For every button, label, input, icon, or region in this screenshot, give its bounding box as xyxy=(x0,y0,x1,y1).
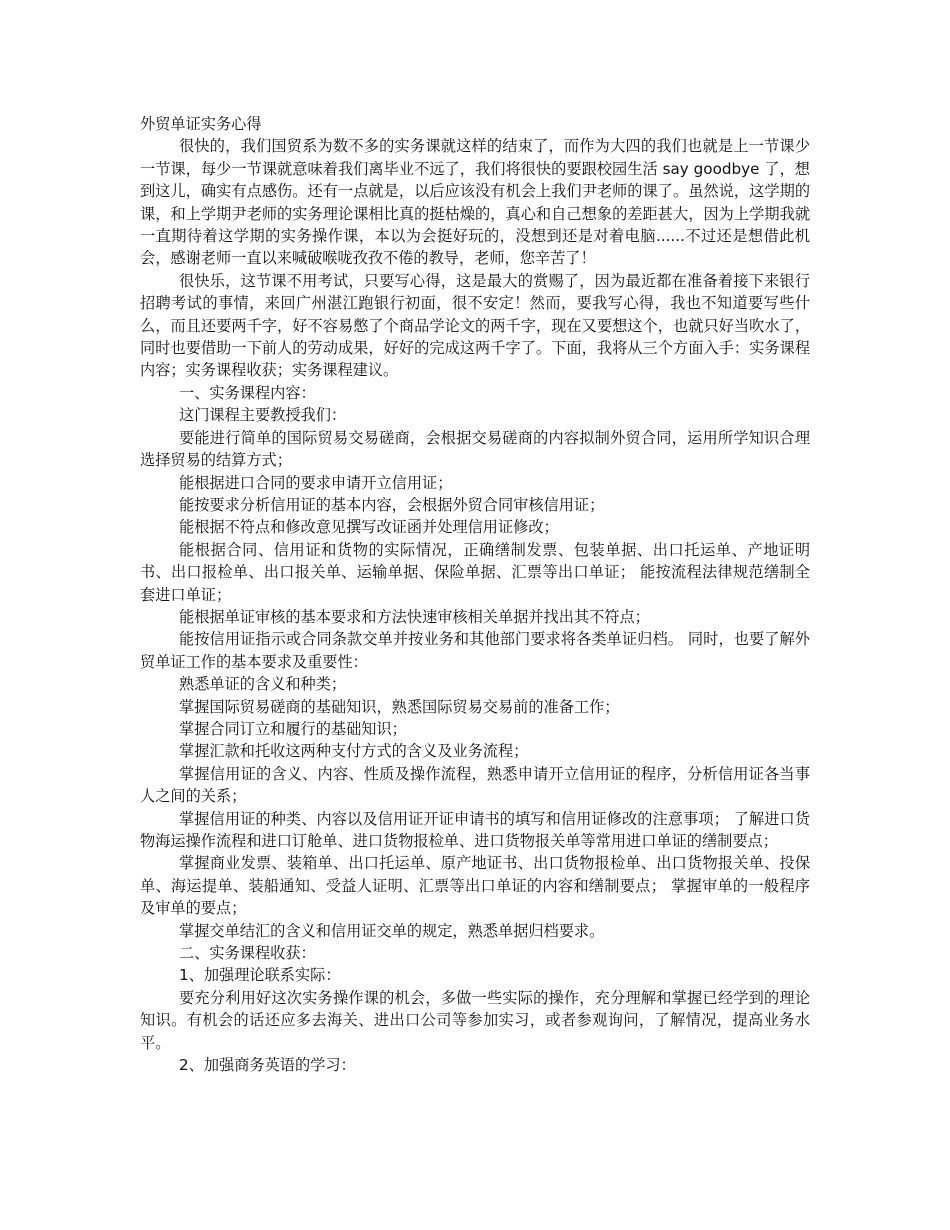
list-item: 掌握汇款和托收这两种支付方式的含义及业务流程； xyxy=(179,742,529,761)
list-item: 能根据进口合同的要求申请开立信用证； xyxy=(179,473,453,492)
list-item: 掌握交单结汇的含义和信用证交单的规定，熟悉单据归档要求。 xyxy=(179,921,605,940)
document-page xyxy=(140,113,810,1076)
list-item: 能根据合同、信用证和货物的实际情况，正确缮制发票、包装单据、出口托运单、产地证明书、出口报检单、出口报关单、运输单据、保险单据、汇票等出口单证； 能按流程法律规范缮制全套进口单证； xyxy=(140,540,810,604)
list-item: 掌握信用证的含义、内容、性质及操作流程，熟悉申请开立信用证的程序，分析信用证各当事人之间的关系； xyxy=(140,764,810,806)
list-item: 掌握合同订立和履行的基础知识； xyxy=(179,719,407,738)
intro-paragraph: 很快的，我们国贸系为数不多的实务课就这样的结束了，而作为大四的我们也就是上一节课少一节课，每少一节课就意味着我们离毕业不远了，我们将很快的要跟校园生活 say goodbye 了，想到这儿，确实有点感伤。还有一点就是，以后应该没有机会上我们尹老师的课了。虽然说，这学期的课，和上学期尹老师的实务理论课相比真的挺枯燥的，真心和自己想象的差距甚大，因为上学期我就一直期待着这学期的实务操作课，本以为会挺好玩的，没想到还是对着电脑......不过还是想借此机会，感谢老师一直以来喊破喉咙孜孜不倦的教导，老师，您辛苦了！ xyxy=(140,137,810,268)
motivation-paragraph: 很快乐，这节课不用考试，只要写心得，这是最大的赏赐了，因为最近都在准备着接下来银行招聘考试的事情，来回广州湛江跑银行初面，很不安定！然而，要我写心得，我也不知道要写些什么，而且还要两千字，好不容易憋了个商品学论文的两千字，现在又要想这个，也就只好当吹水了，同时也要借助一下前人的劳动成果，好好的完成这两千字了。下面，我将从三个方面入手：实务课程内容；实务课程收获；实务课程建议。 xyxy=(140,271,810,380)
list-item: 掌握信用证的种类、内容以及信用证开证申请书的填写和信用证修改的注意事项； 了解进口货物海运操作流程和进口订舱单、进口货物报检单、进口货物报关单等常用进口单证的缮制要点； xyxy=(140,809,810,850)
theory-practice-paragraph: 要充分利用好这次实务操作课的机会，多做一些实际的操作，充分理解和掌握已经学到的理论知识。有机会的话还应多去海关、进出口公司等参加实习，或者参观询问，了解情况，提高业务水平。 xyxy=(140,988,810,1052)
list-item: 能根据单证审核的基本要求和方法快速审核相关单据并找出其不符点； xyxy=(179,607,650,626)
document-title: 外贸单证实务心得 xyxy=(140,115,262,133)
list-item: 掌握国际贸易磋商的基础知识，熟悉国际贸易交易前的准备工作； xyxy=(179,697,620,716)
subheading-business-english: 2、加强商务英语的学习： xyxy=(179,1056,356,1075)
list-item: 能根据不符点和修改意见撰写改证函并处理信用证修改； xyxy=(179,518,559,537)
list-item: 要能进行简单的国际贸易交易磋商，会根据交易磋商的内容拟制外贸合同，运用所学知识合理选择贸易的结算方式； xyxy=(140,428,810,470)
subheading-theory-practice: 1、加强理论联系实际： xyxy=(179,966,341,985)
list-item: 能按信用证指示或合同条款交单并按业务和其他部门要求将各类单证归档。 同时，也要了解外贸单证工作的基本要求及重要性： xyxy=(140,630,810,671)
list-item: 能按要求分析信用证的基本内容，会根据外贸合同审核信用证； xyxy=(179,495,605,514)
list-item: 掌握商业发票、装箱单、出口托运单、原产地证书、出口货物报检单、出口货物报关单、投保单、海运提单、装船通知、受益人证明、汇票等出口单证的内容和缮制要点； 掌握审单的一般程序及审单的要点； xyxy=(140,854,810,918)
section-heading-content: 一、实务课程内容： xyxy=(179,383,316,402)
section-heading-gains: 二、实务课程收获： xyxy=(179,944,316,963)
course-intro-line: 这门课程主要教授我们： xyxy=(179,406,347,425)
list-item: 熟悉单证的含义和种类； xyxy=(179,675,347,694)
